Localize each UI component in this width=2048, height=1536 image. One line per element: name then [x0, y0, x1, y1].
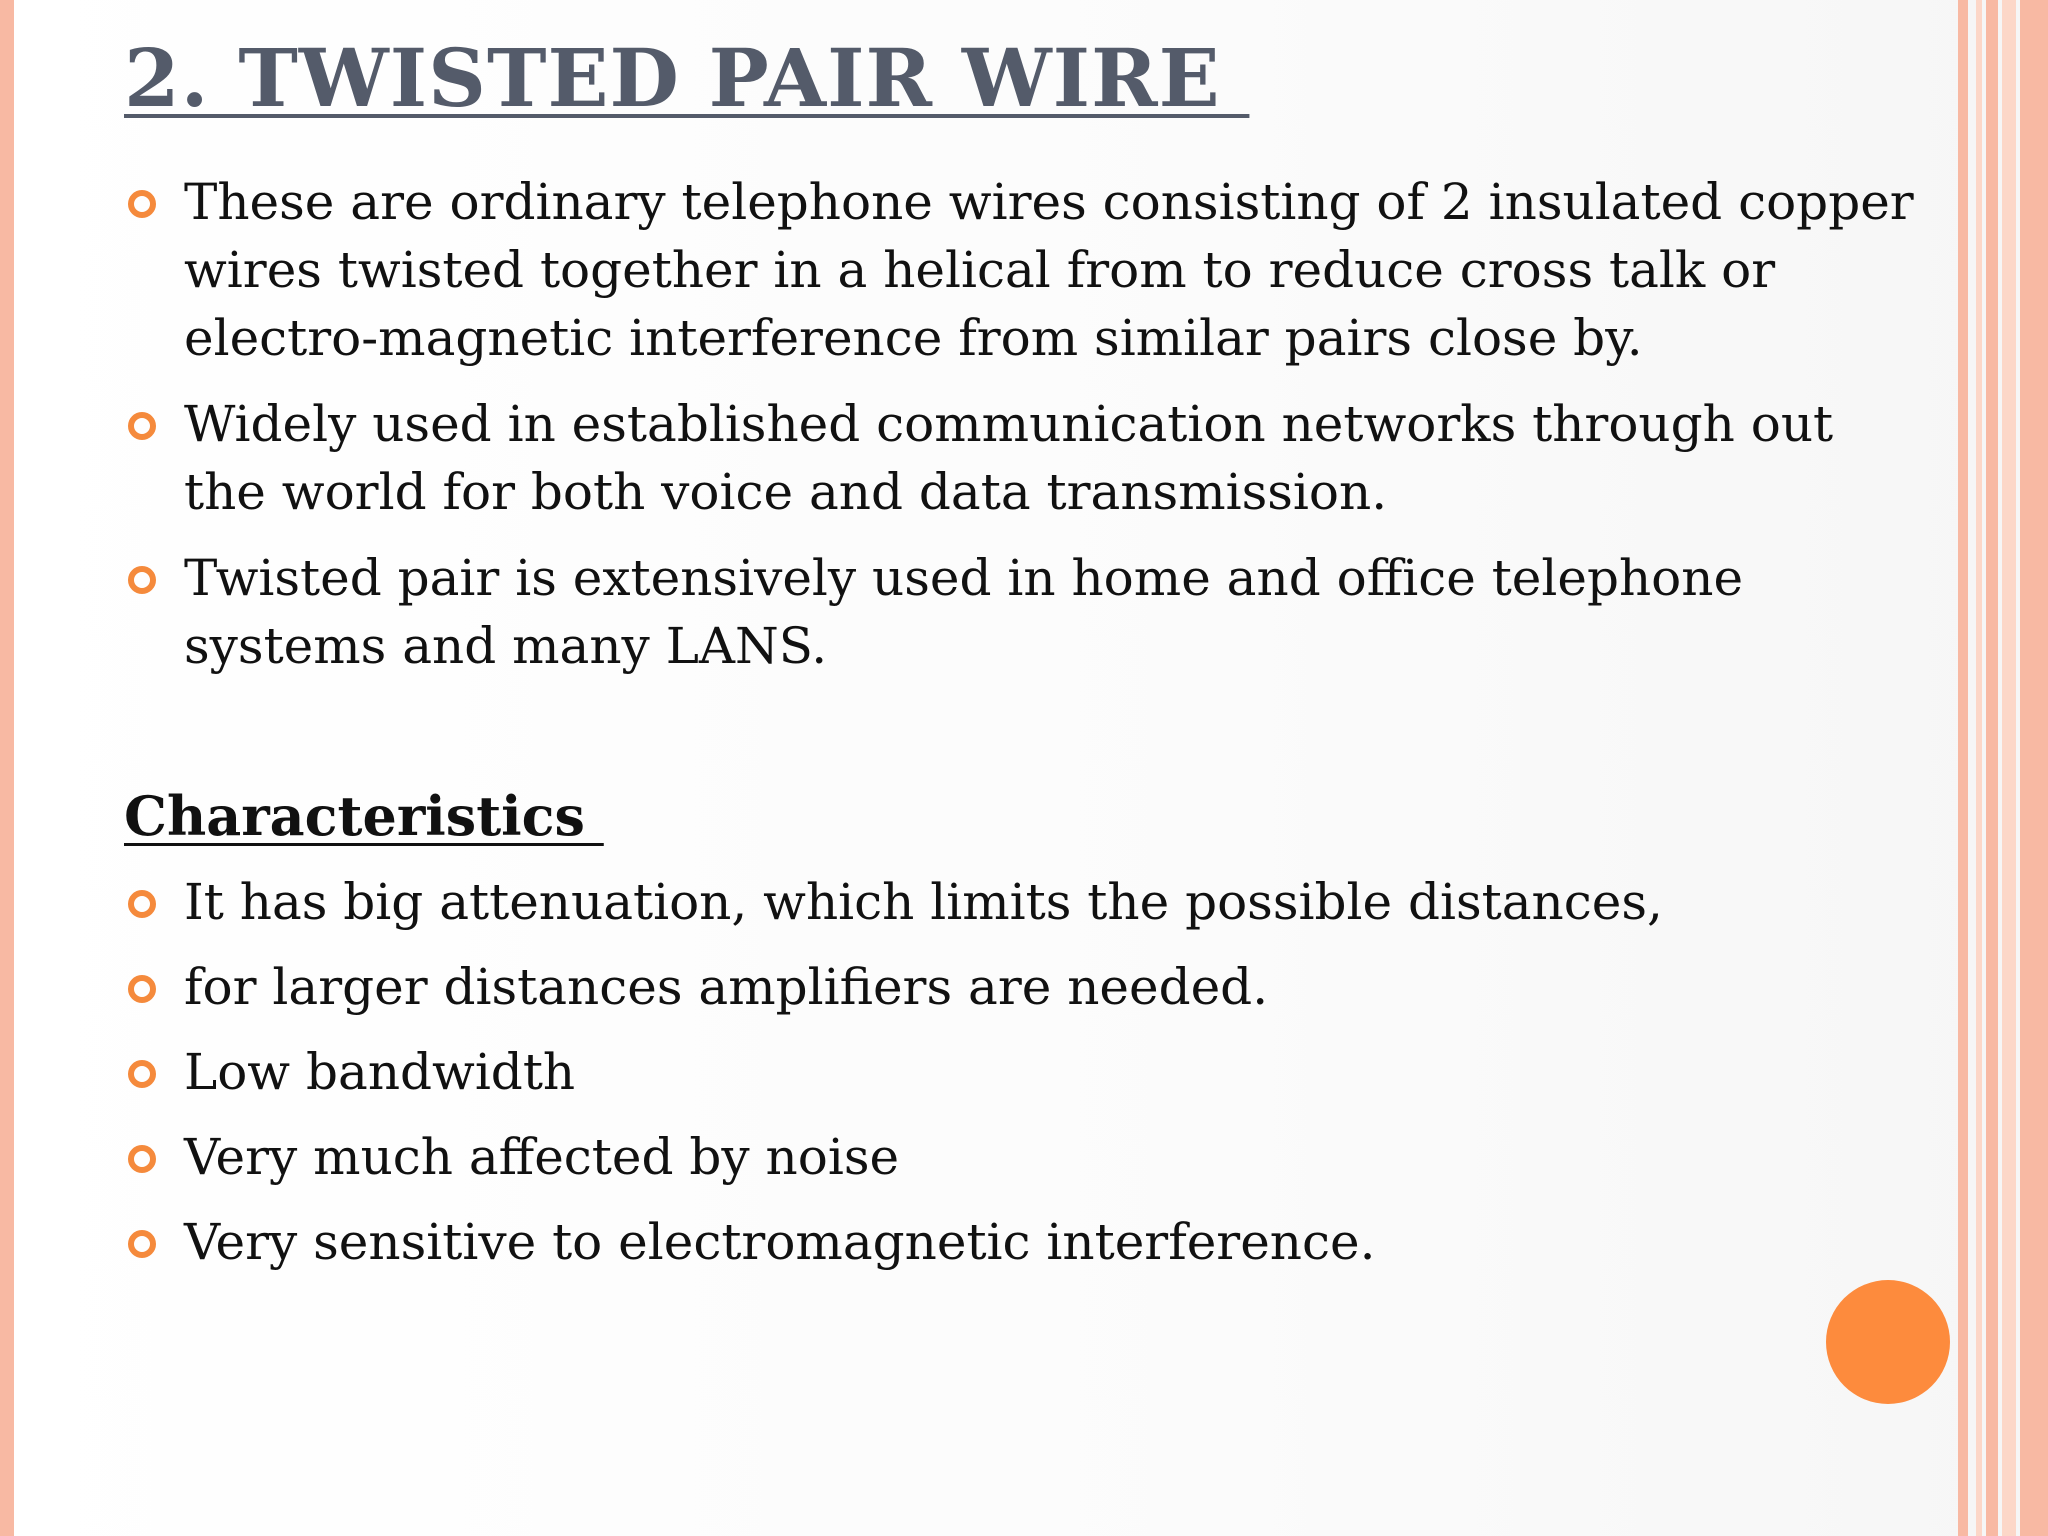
list-item — [124, 953, 1924, 1021]
bullet-ring-icon — [128, 975, 156, 1003]
bullet-ring-icon — [128, 1230, 156, 1258]
bullet-text: Very much affected by noise — [184, 1128, 900, 1186]
characteristics-bullet-list — [124, 868, 1924, 1293]
right-border-stripe — [2020, 0, 2048, 1536]
bullet-text: Widely used in established communication networks through out the world for both voice and data transmission. — [184, 395, 1834, 521]
bullet-text: Twisted pair is extensively used in home and office telephone systems and many LANS. — [184, 549, 1744, 675]
bullet-ring-icon — [128, 1145, 156, 1173]
list-item — [124, 168, 1924, 372]
bullet-text: It has big attenuation, which limits the possible distances, — [184, 873, 1663, 931]
characteristics-heading: Characteristics — [124, 784, 604, 848]
list-item — [124, 1123, 1924, 1191]
bullet-text: for larger distances amplifiers are needed. — [184, 958, 1269, 1016]
right-border-stripe — [1986, 0, 1998, 1536]
bullet-ring-icon — [128, 890, 156, 918]
list-item — [124, 544, 1924, 680]
right-border-stripe — [2002, 0, 2016, 1536]
slide-title: 2. TWISTED PAIR WIRE — [124, 31, 1250, 125]
bullet-text: Low bandwidth — [184, 1043, 576, 1101]
decorative-circle — [1826, 1280, 1950, 1404]
right-border-stripe — [1976, 0, 1982, 1536]
bullet-ring-icon — [128, 190, 156, 218]
bullet-ring-icon — [128, 1060, 156, 1088]
bullet-text: Very sensitive to electromagnetic interference. — [184, 1213, 1376, 1271]
list-item — [124, 390, 1924, 526]
list-item — [124, 1208, 1924, 1276]
right-border-stripe — [1958, 0, 1968, 1536]
bullet-text: These are ordinary telephone wires consisting of 2 insulated copper wires twisted together in a helical from to reduce cross talk or electro-magnetic interference from similar pairs close by. — [184, 173, 1914, 367]
bullet-ring-icon — [128, 566, 156, 594]
list-item — [124, 1038, 1924, 1106]
intro-bullet-list — [124, 168, 1924, 698]
left-border-bar — [0, 0, 14, 1536]
bullet-ring-icon — [128, 412, 156, 440]
list-item — [124, 868, 1924, 936]
